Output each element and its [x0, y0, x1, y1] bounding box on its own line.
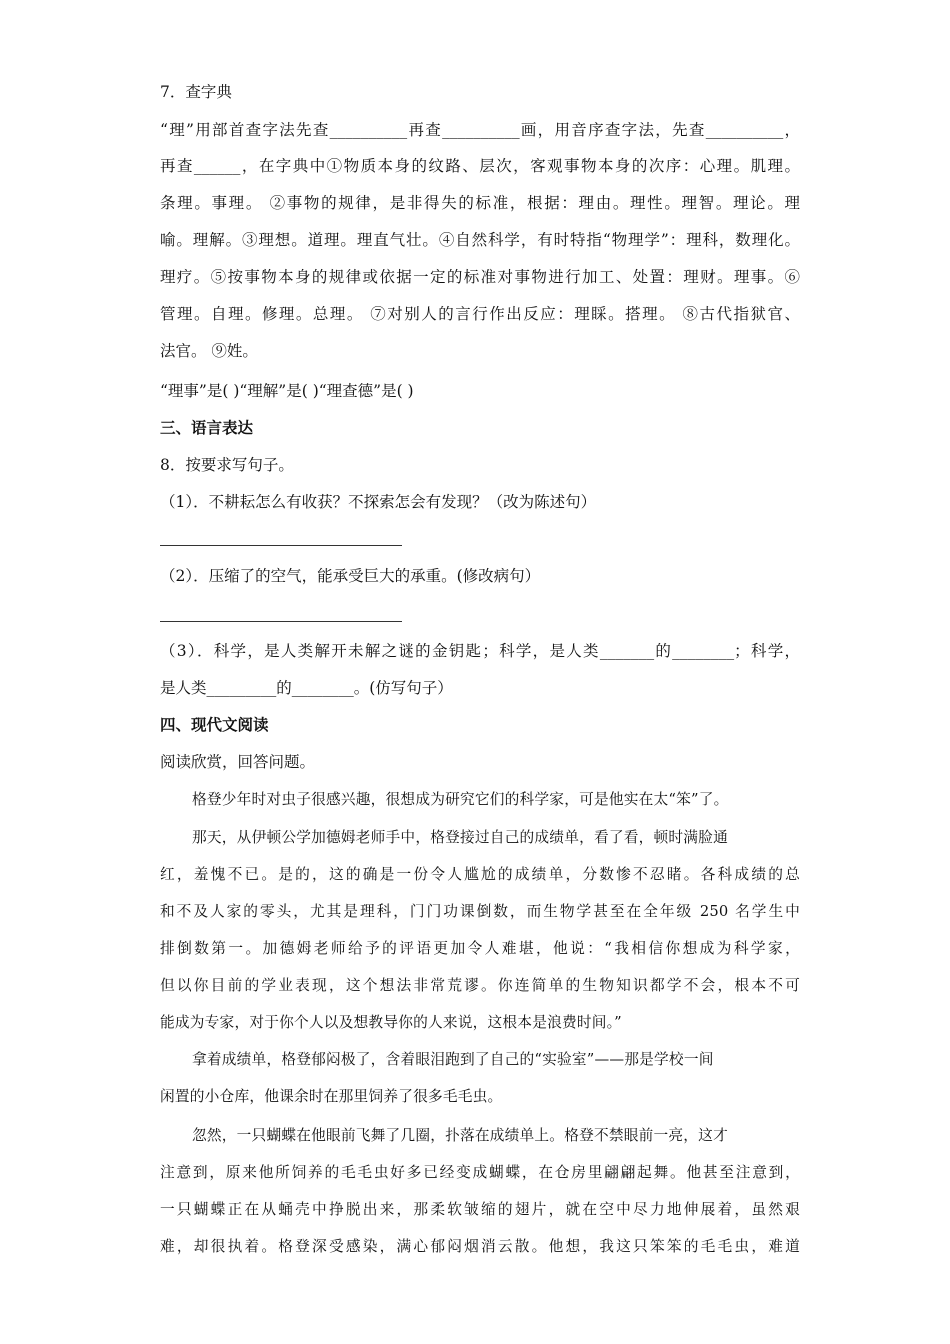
q8-item-3-line-2: 是人类_________的________。(仿写句子） — [160, 679, 453, 697]
q7-line-4: 喻。理解。③理想。道理。理直气壮。④自然科学，有时特指“物理学”：理科，数理化。 — [160, 231, 800, 249]
section-3-heading: 三、语言表达 — [160, 418, 254, 437]
q7-line-6: 管理。自理。修理。总理。 ⑦对别人的言行作出反应：理睬。搭理。 ⑧古代指狱官、 — [160, 305, 800, 323]
passage-line-11: 注意到，原来他所饲养的毛毛虫好多已经变成蝴蝶，在仓房里翩翩起舞。他甚至注意到， — [160, 1164, 800, 1181]
passage-line-7: 能成为专家，对于你个人以及想教导你的人来说，这根本是浪费时间。” — [160, 1014, 622, 1031]
passage-line-2: 那天，从伊顿公学加德姆老师手中，格登接过自己的成绩单，看了看，顿时满脸通 — [192, 829, 728, 846]
q7-line-1: “理”用部首查字法先查__________再查__________画，用音序查字法，先查__________， — [160, 121, 800, 139]
q7-line-2: 再查______，在字典中①物质本身的纹路、层次，客观事物本身的次序：心理。肌理。 — [160, 157, 800, 175]
q8-item-1-answer-line — [160, 545, 402, 546]
passage-line-8: 拿着成绩单，格登郁闷极了，含着眼泪跑到了自己的“实验室”——那是学校一间 — [192, 1051, 714, 1068]
q7-line-5: 理疗。⑤按事物本身的规律或依据一定的标准对事物进行加工、处置：理财。理事。⑥ — [160, 268, 800, 286]
q8-title: 8．按要求写句子。 — [160, 456, 294, 474]
passage-line-5: 排倒数第一。加德姆老师给予的评语更加令人难堪，他说：“我相信你想成为科学家， — [160, 940, 800, 957]
passage-line-4: 和不及人家的零头，尤其是理科，门门功课倒数，而生物学甚至在全年级 250 名学生中 — [160, 903, 800, 920]
passage-line-10: 忽然，一只蝴蝶在他眼前飞舞了几圈，扑落在成绩单上。格登不禁眼前一亮，这才 — [192, 1127, 728, 1144]
q8-item-1: （1）．不耕耘怎么有收获？不探索怎会有发现？（改为陈述句） — [160, 493, 597, 511]
q7-answer-line: “理事”是( )“理解”是( )“理查德”是( ) — [160, 382, 414, 400]
passage-line-6: 但以你目前的学业表现，这个想法非常荒谬。你连简单的生物知识都学不会，根本不可 — [160, 977, 800, 994]
passage-line-12: 一只蝴蝶正在从蛹壳中挣脱出来，那柔软皱缩的翅片，就在空中尽力地伸展着，虽然艰 — [160, 1201, 800, 1218]
passage-line-13: 难，却很执着。格登深受感染，满心郁闷烟消云散。他想，我这只笨笨的毛毛虫，难道 — [160, 1238, 800, 1255]
passage-line-9: 闲置的小仓库，他课余时在那里饲养了很多毛毛虫。 — [160, 1088, 503, 1105]
q8-item-2: （2）．压缩了的空气，能承受巨大的承重。(修改病句） — [160, 567, 541, 585]
q8-item-2-answer-line — [160, 621, 402, 622]
section-4-heading: 四、现代文阅读 — [160, 715, 269, 734]
q7-line-7: 法官。 ⑨姓。 — [160, 342, 258, 360]
q8-item-3-line-1: （3）．科学，是人类解开未解之谜的金钥匙；科学，是人类_______的________；科学， — [160, 642, 800, 660]
passage-line-3: 红，羞愧不已。是的，这的确是一份令人尴尬的成绩单，分数惨不忍睹。各科成绩的总 — [160, 866, 800, 883]
passage-line-1: 格登少年时对虫子很感兴趣，很想成为研究它们的科学家，可是他实在太“笨”了。 — [192, 791, 729, 808]
q7-line-3: 条理。事理。 ②事物的规律，是非得失的标准，根据：理由。理性。理智。理论。理 — [160, 194, 800, 212]
q7-title: 7．查字典 — [160, 83, 232, 101]
reading-intro: 阅读欣赏，回答问题。 — [160, 753, 316, 771]
